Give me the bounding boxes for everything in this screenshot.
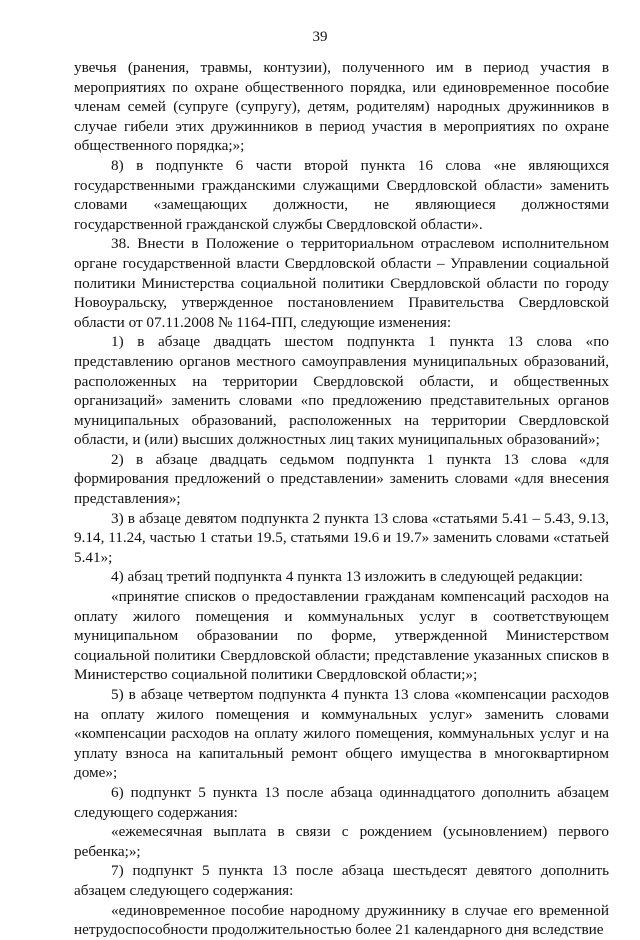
- paragraph-quote-3: «единовременное пособие народному дружиннику в случае его временной нетрудоспособности продолжительностью более 21 календарного дня вследствие: [74, 901, 609, 939]
- paragraph-section-38: 38. Внести в Положение о территориальном отраслевом исполнительном органе государственной власти Свердловской области – Управлении социальной политики Министерства социальной политики Свердловской области по городу Новоуральску, утвержденное постановлением Правительства Свердловской области от 07.11.2008 № 1164-ПП, следующие изменения:: [74, 235, 609, 331]
- document-body: [74, 58, 609, 940]
- paragraph-item-2: 2) в абзаце двадцать седьмом подпункта 1 пункта 13 слова «для формирования предложений о представлении» заменить словами «для внесения представления»;: [74, 450, 609, 508]
- paragraph-item-3: 3) в абзаце девятом подпункта 2 пункта 13 слова «статьями 5.41 – 5.43, 9.13, 9.14, 11.24, частью 1 статьи 19.5, статьями 19.6 и 19.7» заменить словами «статьей 5.41»;: [74, 509, 609, 566]
- paragraph-item-7: 7) подпункт 5 пункта 13 после абзаца шестьдесят девятого дополнить абзацем следующего содержания:: [74, 862, 609, 899]
- paragraph-item-8: 8) в подпункте 6 части второй пункта 16 слова «не являющихся государственными гражданскими служащими Свердловской области» заменить словами «замещающих должности, не являющиеся должностями государственной гражданской службы Свердловской области».: [74, 156, 609, 233]
- paragraph-item-5: 5) в абзаце четвертом подпункта 4 пункта 13 слова «компенсации расходов на оплату жилого помещения и коммунальных услуг» заменить словами «компенсации расходов на оплату жилого помещения, коммунальных услуг и на уплату взноса на капитальный ремонт общего имущества в многоквартирном доме»;: [74, 686, 609, 782]
- paragraph-quote-2: «ежемесячная выплата в связи с рождением (усыновлением) первого ребенка;»;: [74, 823, 609, 860]
- paragraph-item-4: 4) абзац третий подпункта 4 пункта 13 изложить в следующей редакции:: [111, 568, 583, 586]
- paragraph-item-6: 6) подпункт 5 пункта 13 после абзаца одиннадцатого дополнить абзацем следующего содержания:: [74, 783, 609, 821]
- page-number: 39: [312, 29, 328, 45]
- paragraph-continuation: увечья (ранения, травмы, контузии), полученного им в период участия в мероприятиях по охране общественного порядка, или единовременное пособие членам семей (супруге (супругу), детям, родителям) народных дружинников в случае гибели этих дружинников в период участия в мероприятиях по охране общественного порядка;»;: [74, 59, 609, 155]
- paragraph-quote-1: «принятие списков о предоставлении гражданам компенсаций расходов на оплату жилого помещения и коммунальных услуг в соответствующем муниципальном образовании по форме, утвержденной Министерством социальной политики Свердловской области; представление указанных списков в Министерство социальной политики Свердловской области;»;: [74, 588, 609, 684]
- paragraph-item-1: 1) в абзаце двадцать шестом подпункта 1 пункта 13 слова «по представлению органов местного самоуправления муниципальных образований, расположенных на территории Свердловской области, и общественных организаций» заменить словами «по предложению представительных органов муниципальных образований, расположенных на территории Свердловской области, и (или) высших должностных лиц таких муниципальных образований»;: [74, 333, 609, 449]
